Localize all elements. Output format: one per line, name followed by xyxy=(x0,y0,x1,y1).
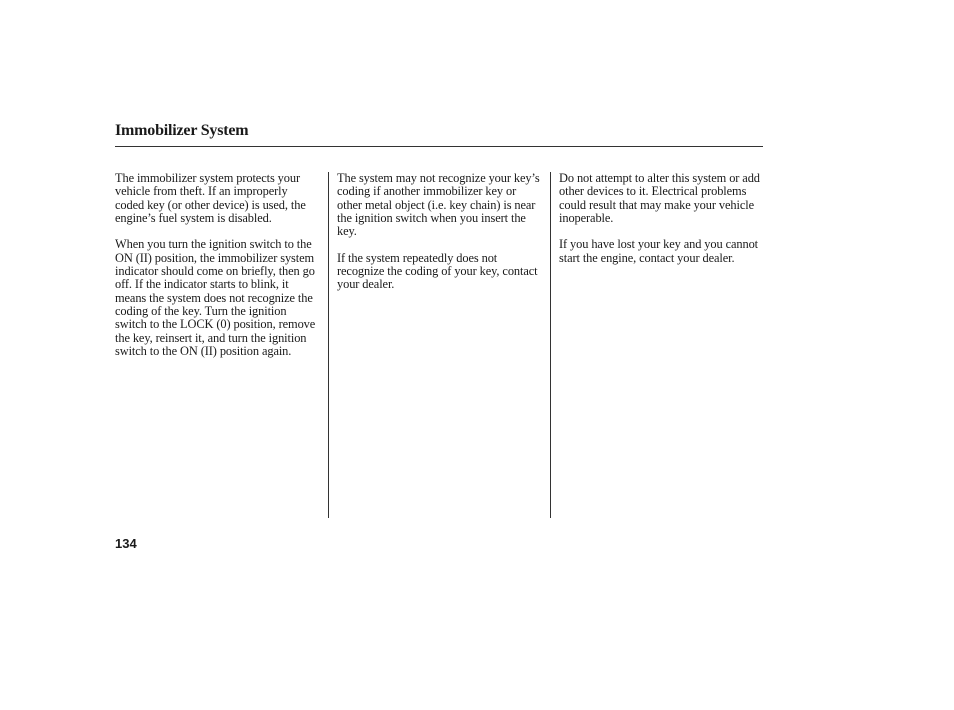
paragraph: The immobilizer system protects your vehicle from theft. If an improperly coded key (or other device) is used, the engine’s fuel system is disabled. xyxy=(115,171,306,225)
paragraph: If you have lost your key and you cannot start the engine, contact your dealer. xyxy=(559,237,759,265)
column-divider-2 xyxy=(550,172,551,518)
title-underline xyxy=(115,146,763,147)
paragraph: If the system repeatedly does not recognize the coding of your key, contact your dealer. xyxy=(337,250,538,292)
text-column-2 xyxy=(337,172,541,305)
paragraph: When you turn the ignition switch to the ON (II) position, the immobilizer system indicator should come on briefly, then go off. If the indicator starts to blink, it means the system does not recognize the coding of the key. Turn the ignition switch to the LOCK (0) position, remove the key, reinsert it, and turn the ignition switch to the ON (II) position again. xyxy=(115,237,316,358)
page-number: 134 xyxy=(115,536,137,551)
text-column-1 xyxy=(115,172,319,371)
column-divider-1 xyxy=(328,172,329,518)
page-title: Immobilizer System xyxy=(115,122,249,139)
paragraph: The system may not recognize your key’s coding if another immobilizer key or other metal object (i.e. key chain) is near the ignition switch when you insert the key. xyxy=(337,171,540,239)
text-column-3 xyxy=(559,172,763,278)
paragraph: Do not attempt to alter this system or add other devices to it. Electrical problems could result that may make your vehicle inoperable. xyxy=(559,171,760,225)
